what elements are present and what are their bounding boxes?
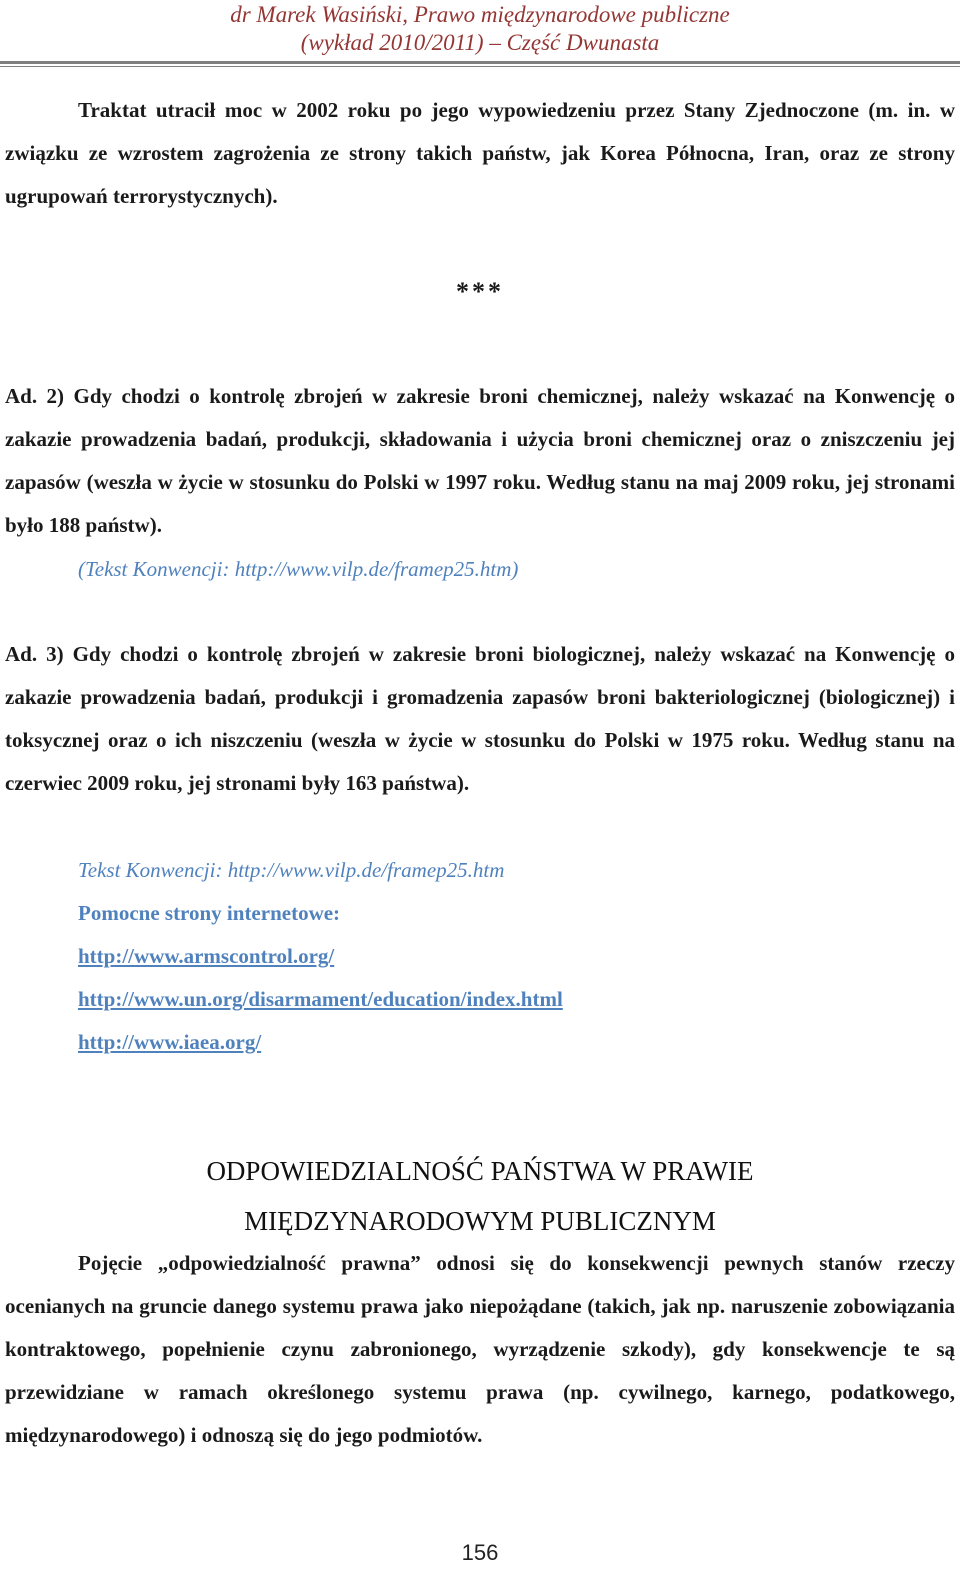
biological-convention-reference: Tekst Konwencji: http://www.vilp.de/framep25.htm bbox=[78, 858, 505, 882]
helpful-sites-label: Pomocne strony internetowe: bbox=[78, 901, 341, 925]
paragraph-state-responsibility: Pojęcie „odpowiedzialność prawna” odnosi się do konsekwencji pewnych stanów rzeczy ocenianych na gruncie danego systemu prawa jako niepożądane (takich, jak np. naruszenie zobowiązania kontraktowego, popełnienie czynu zabronionego, wyrządzenie szkody), gdy konsekwencje te są przewidziane w ramach określonego systemu prawa (np. cywilnego, karnego, podatkowego, międzynarodowego) i odnoszą się do jego podmiotów. bbox=[5, 1251, 955, 1447]
header-divider bbox=[0, 61, 960, 67]
header-title-line2: (wykład 2010/2011) – Część Dwunasta bbox=[300, 30, 660, 55]
chemical-convention-reference: (Tekst Konwencji: http://www.vilp.de/framep25.htm) bbox=[78, 557, 519, 581]
section-separator: *** bbox=[456, 277, 504, 306]
section-heading-line1: ODPOWIEDZIALNOŚĆ PAŃSTWA W PRAWIE bbox=[206, 1156, 754, 1186]
paragraph-biological-weapons: Ad. 3) Gdy chodzi o kontrolę zbrojeń w zakresie broni biologicznej, należy wskazać na Konwencję o zakazie prowadzenia badań, produkcji i gromadzenia zapasów broni bakteriologicznej (biologicznej) i toksycznej oraz o ich niszczeniu (weszła w życie w stosunku do Polski w 1975 roku. Według stanu na czerwiec 2009 roku, jej stronami były 163 państwa). bbox=[5, 642, 955, 795]
link-un-disarmament[interactable]: http://www.un.org/disarmament/education/index.html bbox=[78, 987, 563, 1011]
paragraph-treaty: Traktat utracił moc w 2002 roku po jego wypowiedzeniu przez Stany Zjednoczone (m. in. w związku ze wzrostem zagrożenia ze strony takich państw, jak Korea Północna, Iran, oraz ze strony ugrupowań terrorystycznych). bbox=[5, 98, 955, 208]
link-iaea[interactable]: http://www.iaea.org/ bbox=[78, 1030, 262, 1054]
section-heading bbox=[0, 1146, 960, 1246]
paragraph-chemical-weapons: Ad. 2) Gdy chodzi o kontrolę zbrojeń w zakresie broni chemicznej, należy wskazać na Konwencję o zakazie prowadzenia badań, produkcji, składowania i użycia broni chemicznej oraz o zniszczeniu jej zapasów (weszła w życie w stosunku do Polski w 1997 roku. Według stanu na maj 2009 roku, jej stronami było 188 państw). bbox=[5, 384, 955, 537]
header-title-line1: dr Marek Wasiński, Prawo międzynarodowe publiczne bbox=[230, 2, 730, 27]
page-number: 156 bbox=[461, 1540, 499, 1565]
section-heading-line2: MIĘDZYNARODOWYM PUBLICZNYM bbox=[244, 1206, 716, 1236]
link-armscontrol[interactable]: http://www.armscontrol.org/ bbox=[78, 944, 335, 968]
